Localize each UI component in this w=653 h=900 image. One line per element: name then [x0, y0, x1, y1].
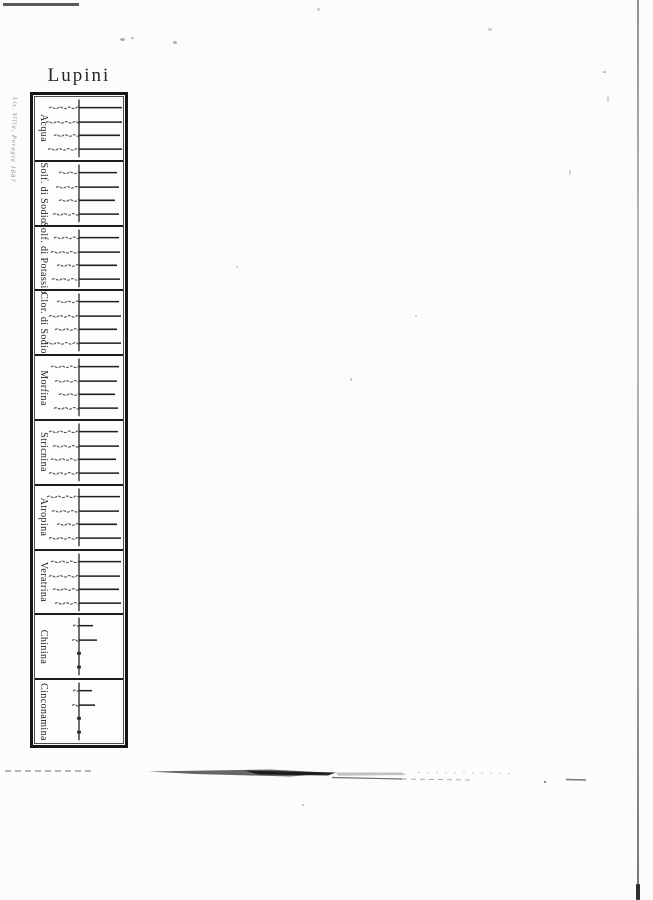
- scan-speck: [131, 37, 134, 39]
- row-label: Chinina: [38, 629, 49, 664]
- chart-rows: [34, 96, 124, 744]
- substance-row: [35, 97, 123, 162]
- row-label: Morfina: [38, 369, 49, 406]
- root-line: [49, 537, 79, 539]
- figure-title: Lupini: [47, 65, 111, 86]
- row-label: Acqua: [38, 114, 49, 143]
- scan-speck: [317, 8, 320, 11]
- page-edge-top: [3, 3, 79, 6]
- root-line: [46, 343, 79, 345]
- root-line: [54, 237, 79, 239]
- root-line: [55, 602, 79, 604]
- scan-smudge: [140, 762, 610, 792]
- root-line: [53, 213, 79, 215]
- row-label: Veratrina: [38, 561, 49, 603]
- root-line: [57, 524, 79, 526]
- scan-speck: [603, 71, 606, 73]
- root-line: [55, 381, 79, 383]
- lithographer-credit: Lit. Villa, Perugia 1887: [8, 96, 19, 183]
- root-line: [55, 329, 79, 331]
- seedling-dot: [77, 652, 81, 655]
- root-line: [49, 316, 79, 318]
- scan-speck: [236, 266, 238, 268]
- substance-row: [35, 162, 123, 227]
- row-label: Atropina: [38, 497, 49, 537]
- substance-row: [35, 291, 123, 356]
- scan-speck: [415, 315, 417, 317]
- root-line: [49, 431, 79, 433]
- root-line: [46, 122, 79, 124]
- seedling-dot: [77, 666, 81, 669]
- root-line: [49, 107, 79, 109]
- root-line: [56, 186, 79, 188]
- root-line: [54, 408, 79, 410]
- root-line: [53, 588, 79, 590]
- substance-row: [35, 680, 123, 743]
- row-label: Solf. di Sodio: [38, 162, 49, 224]
- root-line: [51, 561, 79, 563]
- row-label: Solf. di Potassio: [38, 221, 49, 295]
- root-line: [57, 301, 79, 303]
- root-line: [48, 149, 79, 151]
- substance-row: [35, 615, 123, 680]
- seedling-dot: [77, 731, 81, 734]
- root-line: [57, 264, 79, 266]
- scan-speck: [350, 378, 352, 381]
- root-line: [73, 690, 79, 691]
- scan-speck: [488, 28, 492, 31]
- substance-row: [35, 551, 123, 616]
- row-label: Stricnina: [38, 432, 49, 473]
- root-line: [53, 446, 79, 448]
- root-line: [59, 394, 79, 396]
- scan-speck: [569, 170, 571, 175]
- page-edge-right: [637, 0, 639, 884]
- scan-speck: [607, 96, 609, 102]
- row-label: Cinconamina: [38, 682, 49, 741]
- scan-speck: [302, 804, 304, 806]
- root-line: [52, 278, 79, 280]
- root-line: [59, 200, 79, 202]
- page-edge-right-end: [636, 884, 640, 900]
- root-line: [47, 496, 79, 498]
- root-line: [49, 575, 79, 577]
- seedling-dot: [77, 717, 81, 720]
- root-line: [54, 135, 79, 137]
- root-line: [72, 640, 79, 641]
- substance-row: [35, 486, 123, 551]
- root-line: [59, 172, 79, 174]
- root-line: [51, 251, 79, 253]
- root-line: [73, 625, 79, 626]
- scan-speck: [120, 38, 125, 41]
- root-line: [51, 366, 79, 368]
- root-line: [52, 510, 79, 512]
- root-line: [72, 705, 79, 706]
- row-label: Clor. di Sodio: [38, 292, 49, 354]
- substance-row: [35, 221, 123, 295]
- root-line: [51, 459, 79, 461]
- seedling-chart-frame: [30, 92, 128, 748]
- substance-row: [35, 421, 123, 486]
- scan-dashed-line: [5, 770, 91, 772]
- root-line: [49, 473, 79, 475]
- substance-row: [35, 356, 123, 421]
- scan-speck: [173, 41, 177, 44]
